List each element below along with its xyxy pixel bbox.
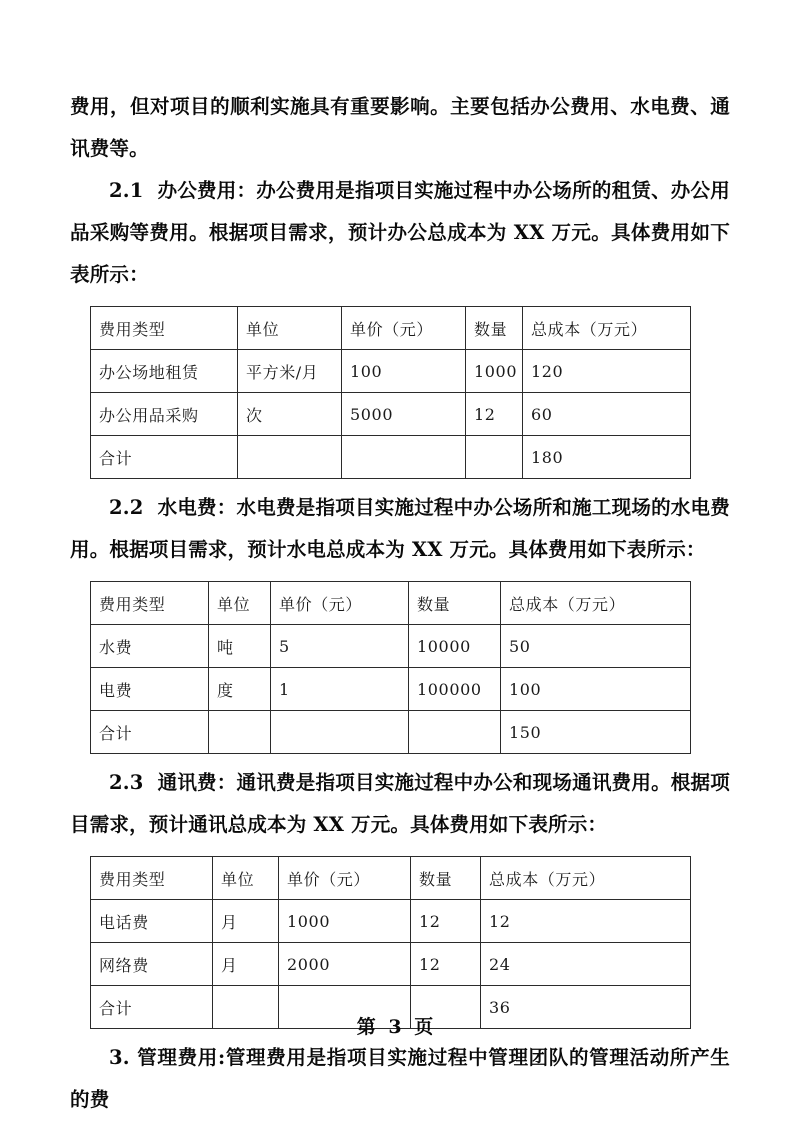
table-total-row [91,711,691,754]
table-row [91,900,691,943]
paragraph-section-2-3: 2.3 通讯费：通讯费是指项目实施过程中办公和现场通讯费用。根据项目需求，预计通讯总成本为 XX 万元。具体费用如下表所示： [70,771,730,836]
column-header-quantity: 数量 [409,582,501,625]
cell-cost-type: 电话费 [91,900,213,943]
cell-total-cost: 60 [523,393,691,436]
table-total-row [91,436,691,479]
table-header-row [91,857,691,900]
column-header-total-cost: 总成本（万元） [481,857,691,900]
cell-cost-type: 合计 [91,436,238,479]
column-header-cost-type: 费用类型 [91,307,238,350]
cell-quantity: 100000 [409,668,501,711]
cell-quantity: 12 [466,393,523,436]
column-header-unit-price: 单价（元） [279,857,411,900]
cell-unit: 月 [213,900,279,943]
cell-unit: 次 [238,393,342,436]
cell-unit-price: 1 [271,668,409,711]
spacer-after-office-table [70,479,730,487]
column-header-cost-type: 费用类型 [91,857,213,900]
cell-unit: 度 [209,668,271,711]
column-header-quantity: 数量 [411,857,481,900]
paragraph-section-2-1: 2.1 办公费用：办公费用是指项目实施过程中办公场所的租赁、办公用品采购等费用。根据项目需求，预计办公总成本为 XX 万元。具体费用如下表所示： [70,179,730,286]
cell-quantity: 1000 [466,350,523,393]
cell-unit-price: 5 [271,625,409,668]
column-header-total-cost: 总成本（万元） [523,307,691,350]
paragraph-section-2-2: 2.2 水电费：水电费是指项目实施过程中办公场所和施工现场的水电费用。根据项目需求，预计水电总成本为 XX 万元。具体费用如下表所示： [70,496,730,561]
spacer-before-office-table [70,296,730,306]
spacer-after-utilities-table [70,754,730,762]
column-header-unit-price: 单价（元） [342,307,466,350]
cell-quantity [466,436,523,479]
cell-quantity: 12 [411,900,481,943]
cell-unit: 月 [213,943,279,986]
cell-cost-type: 合计 [91,711,209,754]
table-row [91,393,691,436]
table-header-row [91,582,691,625]
cell-unit-price: 100 [342,350,466,393]
table-row [91,350,691,393]
cell-cost-type: 办公场地租赁 [91,350,238,393]
table-row [91,668,691,711]
cell-unit-price [342,436,466,479]
cell-quantity: 10000 [409,625,501,668]
column-header-unit: 单位 [209,582,271,625]
page-content [70,86,730,1121]
cell-unit [238,436,342,479]
column-header-unit-price: 单价（元） [271,582,409,625]
cell-unit-price: 5000 [342,393,466,436]
cell-unit-price: 2000 [279,943,411,986]
cell-total-cost: 24 [481,943,691,986]
cell-total-cost: 50 [501,625,691,668]
utilities-cost-table [90,581,691,754]
spacer-before-communication-table [70,846,730,856]
cell-unit-price: 1000 [279,900,411,943]
column-header-quantity: 数量 [466,307,523,350]
spacer-before-utilities-table [70,571,730,581]
cell-total-cost: 180 [523,436,691,479]
cell-cost-type: 网络费 [91,943,213,986]
cell-total-cost: 12 [481,900,691,943]
column-header-total-cost: 总成本（万元） [501,582,691,625]
communication-cost-table [90,856,691,1029]
cell-cost-type: 水费 [91,625,209,668]
cell-total-cost: 150 [501,711,691,754]
cell-quantity: 12 [411,943,481,986]
column-header-unit: 单位 [213,857,279,900]
table-header-row [91,307,691,350]
cell-unit-price [271,711,409,754]
cell-total-cost: 120 [523,350,691,393]
column-header-unit: 单位 [238,307,342,350]
cell-cost-type: 电费 [91,668,209,711]
column-header-cost-type: 费用类型 [91,582,209,625]
cell-unit: 吨 [209,625,271,668]
cell-total-cost: 100 [501,668,691,711]
cell-cost-type: 合计 [91,986,213,1029]
office-cost-table [90,306,691,479]
paragraph-intro: 费用，但对项目的顺利实施具有重要影响。主要包括办公费用、水电费、通讯费等。 [70,95,730,160]
paragraph-section-3: 3. 管理费用:管理费用是指项目实施过程中管理团队的管理活动所产生的费 [70,1046,730,1111]
table-row [91,943,691,986]
cell-unit [209,711,271,754]
cell-unit: 平方米/月 [238,350,342,393]
table-row [91,625,691,668]
cell-quantity [409,711,501,754]
cell-cost-type: 办公用品采购 [91,393,238,436]
page-number-footer: 第 3 页 [356,1016,437,1038]
cell-total-cost: 36 [481,986,691,1029]
